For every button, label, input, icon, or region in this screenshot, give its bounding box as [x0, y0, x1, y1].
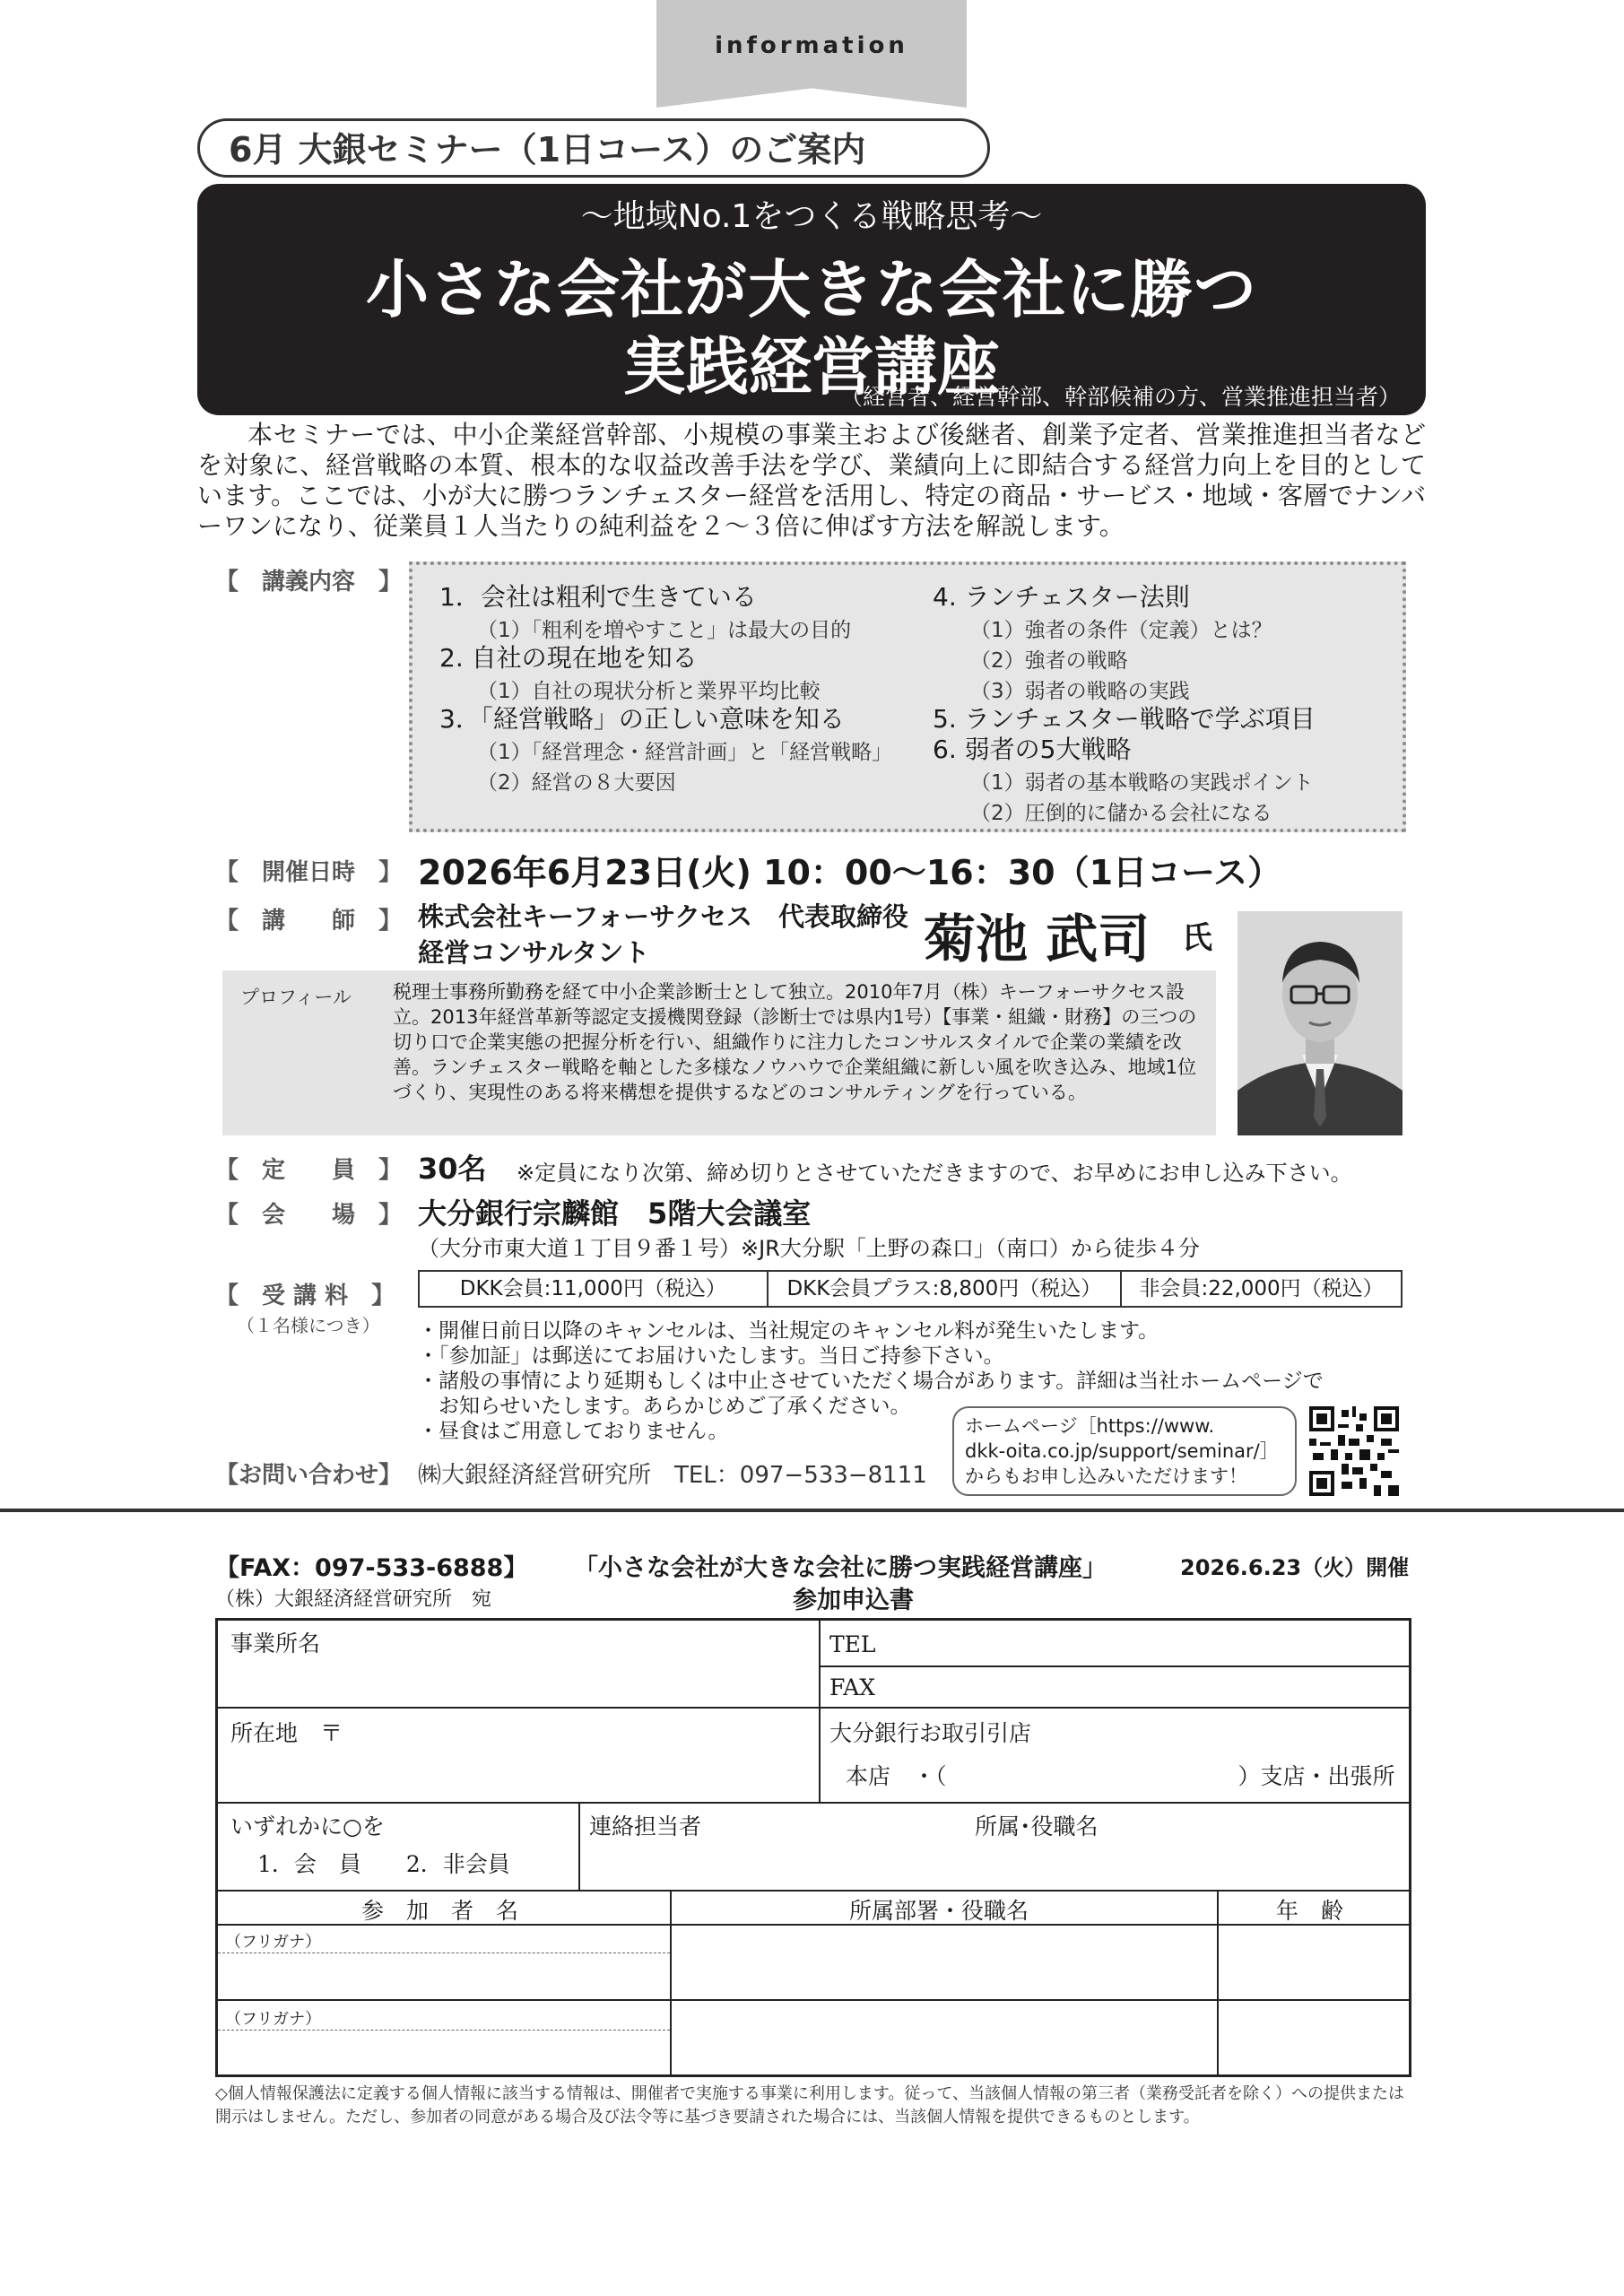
- lecture-subitem: （2）圧倒的に儲かる会社になる: [970, 802, 1272, 825]
- note-item: お知らせいたします。あらかじめご了承ください。: [418, 1395, 911, 1418]
- lecture-subitem: （1）「粗利を増やすこと」は最大の目的: [477, 619, 852, 642]
- lecture-item-3: 3．「経営戦略」の正しい意味を知る: [439, 704, 845, 734]
- field-address[interactable]: 所在地 〒: [230, 1720, 343, 1746]
- banner-title-line1: 小さな会社が大きな会社に勝つ: [366, 253, 1257, 326]
- homepage-box[interactable]: [952, 1406, 1297, 1496]
- fee-note: （１名様につき）: [237, 1315, 380, 1336]
- event-date: 2026年6月23日(火) 10：00〜16：30（1日コース）: [418, 853, 1282, 892]
- fee-member: DKK会員:11,000円（税込）: [420, 1272, 769, 1306]
- field-bank-branch: 大分銀行お取引引店: [829, 1720, 1032, 1746]
- form-date: 2026.6.23（火）開催: [1180, 1555, 1410, 1580]
- lecture-label: 【 講義内容 】: [215, 569, 403, 596]
- lecture-item-5: 5. ランチェスター戦略で学ぶ項目: [933, 704, 1316, 734]
- col-participant: 参 加 者 名: [361, 1898, 519, 1924]
- field-tel[interactable]: TEL: [829, 1631, 876, 1657]
- lecture-subitem: （1）強者の条件（定義）とは？: [970, 619, 1272, 642]
- note-item: ・昼食はご用意しておりません。: [418, 1420, 729, 1443]
- form-fax-number: 【FAX：097-533-6888】: [215, 1554, 528, 1582]
- capacity-value: 30名: [418, 1152, 487, 1186]
- note-item: ・「参加証」は郵送にてお届けいたします。当日ご持参下さい。: [418, 1344, 1004, 1368]
- lecturer-label: 【 講 師 】: [215, 908, 403, 935]
- lecture-subitem: （2）経営の８大要因: [477, 771, 676, 795]
- contact-info: ㈱大銀経済経営研究所 TEL：097−533−8111: [418, 1462, 927, 1489]
- fee-table: [418, 1270, 1403, 1308]
- lecture-item-1: 1．会社は粗利で生きている: [439, 582, 757, 612]
- lecturer-title: 経営コンサルタント: [418, 937, 650, 968]
- qr-code-icon[interactable]: [1309, 1406, 1399, 1496]
- homepage-line: ホームページ［https://www.: [965, 1415, 1215, 1437]
- information-label: information: [715, 32, 908, 59]
- title-banner: [197, 184, 1426, 415]
- field-office-name[interactable]: 事業所名: [230, 1631, 321, 1657]
- col-dept-role: 所属部署・役職名: [849, 1898, 1029, 1924]
- lecture-box: [409, 561, 1406, 832]
- cut-line: [0, 1509, 1624, 1512]
- homepage-line: からもお申し込みいただけます！: [965, 1465, 1247, 1487]
- lecture-item-6: 6. 弱者の5大戦略: [933, 735, 1132, 764]
- field-dept-role[interactable]: 所属･役職名: [975, 1813, 1099, 1839]
- banner-title-line2: 実践経営講座: [623, 330, 1000, 404]
- lecture-subitem: （2）強者の戦略: [970, 649, 1128, 673]
- banner-target: （経営者、経営幹部、幹部候補の方、営業推進担当者）: [839, 384, 1401, 410]
- capacity-label: 【 定 員 】: [215, 1157, 403, 1184]
- profile-label: プロフィール: [240, 987, 352, 1008]
- field-contact-person[interactable]: 連絡担当者: [589, 1813, 702, 1839]
- furigana-label: （フリガナ）: [225, 2010, 322, 2029]
- lecture-subitem: （1）「経営理念・経営計画」と「経営戦略」: [477, 741, 893, 764]
- form-addressee: （株）大銀経済経営研究所 宛: [215, 1588, 492, 1611]
- lecture-subitem: （1）自社の現状分析と業界平均比較: [477, 680, 821, 703]
- lecture-subitem: （1）弱者の基本戦略の実践ポイント: [970, 771, 1314, 795]
- privacy-notice: ◇個人情報保護法に定義する個人情報に該当する情報は、開催者で実施する事業に利用します。従って、当該個人情報の第三者（業務受託者を除く）への提供または開示はしません。ただし、参加者の同意がある場合及び法令等に基づき要請された場合には、当該個人情報を提供できるものとします。: [215, 2084, 1405, 2126]
- field-member-choice-label: いずれかに○を: [230, 1813, 385, 1839]
- field-member-choice[interactable]: 1．会 員 2．非会員: [257, 1851, 510, 1877]
- lecture-item-2: 2. 自社の現在地を知る: [439, 643, 698, 673]
- capacity-note: ※定員になり次第、締め切りとさせていただきますので、お早めにお申し込み下さい。: [517, 1161, 1352, 1186]
- form-subtitle: 参加申込書: [793, 1587, 914, 1614]
- note-item: ・開催日前日以降のキャンセルは、当社規定のキャンセル料が発生いたします。: [418, 1319, 1159, 1343]
- intro-paragraph: 本セミナーでは、中小企業経営幹部、小規模の事業主および後継者、創業予定者、営業推進担当者などを対象に、経営戦略の本質、根本的な収益改善手法を学び、業績向上に即結合する経営力向上を目的としています。ここでは、小が大に勝つランチェスター経営を活用し、特定の商品・サービス・地域・客層でナンバーワンになり、従業員１人当たりの純利益を２〜３倍に伸ばす方法を解説します。: [197, 420, 1426, 541]
- venue-label: 【 会 場 】: [215, 1202, 403, 1229]
- venue-name: 大分銀行宗麟館 5階大会議室: [418, 1196, 812, 1231]
- banner-subtitle: 〜地域No.1をつくる戦略思考〜: [580, 198, 1043, 235]
- lecture-subitem: （3）弱者の戦略の実践: [970, 680, 1190, 703]
- lecturer-photo: [1238, 911, 1403, 1135]
- col-age: 年 齢: [1276, 1898, 1344, 1924]
- fee-member-plus: DKK会員プラス:8,800円（税込）: [769, 1272, 1123, 1306]
- profile-box: [222, 970, 1216, 1135]
- fee-label: 【 受 講 料 】: [215, 1283, 395, 1309]
- lecturer-honorific: 氏: [1182, 920, 1212, 956]
- field-branch-choice[interactable]: 本店 ・（ ）支店・出張所: [846, 1763, 1395, 1789]
- application-form: [215, 1618, 1411, 2077]
- lecture-item-4: 4. ランチェスター法則: [933, 582, 1190, 612]
- lecturer-company: 株式会社キーフォーサクセス 代表取締役: [418, 901, 908, 932]
- seminar-tag: 6月 大銀セミナー（1日コース）のご案内: [197, 118, 990, 178]
- profile-text: 税理士事務所勤務を経て中小企業診断士として独立。2010年7月（株）キーフォーサクセス設立。2013年経営革新等認定支援機関登録（診断士では県内1号）【事業・組織・財務】の三つの切り口で企業実態の把握分析を行い、組織作りに注力したコンサルスタイルで企業の業績を改善。ランチェスター戦略を軸とした多様なノウハウで企業組織に新しい風を吹き込み、地域1位づくり、実現性のある将来構想を提供するなどのコンサルティングを行っている。: [393, 981, 1197, 1103]
- furigana-label: （フリガナ）: [225, 1933, 322, 1952]
- lecturer-name: 菊池 武司: [924, 909, 1151, 970]
- note-item: ・諸般の事情により延期もしくは中止させていただく場合があります。詳細は当社ホームページで: [418, 1370, 1324, 1393]
- fee-non-member: 非会員:22,000円（税込）: [1139, 1277, 1384, 1300]
- homepage-url[interactable]: dkk-oita.co.jp/support/seminar/］: [965, 1440, 1279, 1462]
- contact-label: 【お問い合わせ】: [215, 1462, 403, 1489]
- venue-address: （大分市東大道１丁目９番１号）※JR大分駅「上野の森口」（南口）から徒歩４分: [418, 1236, 1200, 1261]
- date-label: 【 開催日時 】: [215, 859, 403, 886]
- form-title: 「小さな会社が大きな会社に勝つ実践経営講座」: [574, 1554, 1107, 1582]
- field-fax[interactable]: FAX: [829, 1674, 876, 1700]
